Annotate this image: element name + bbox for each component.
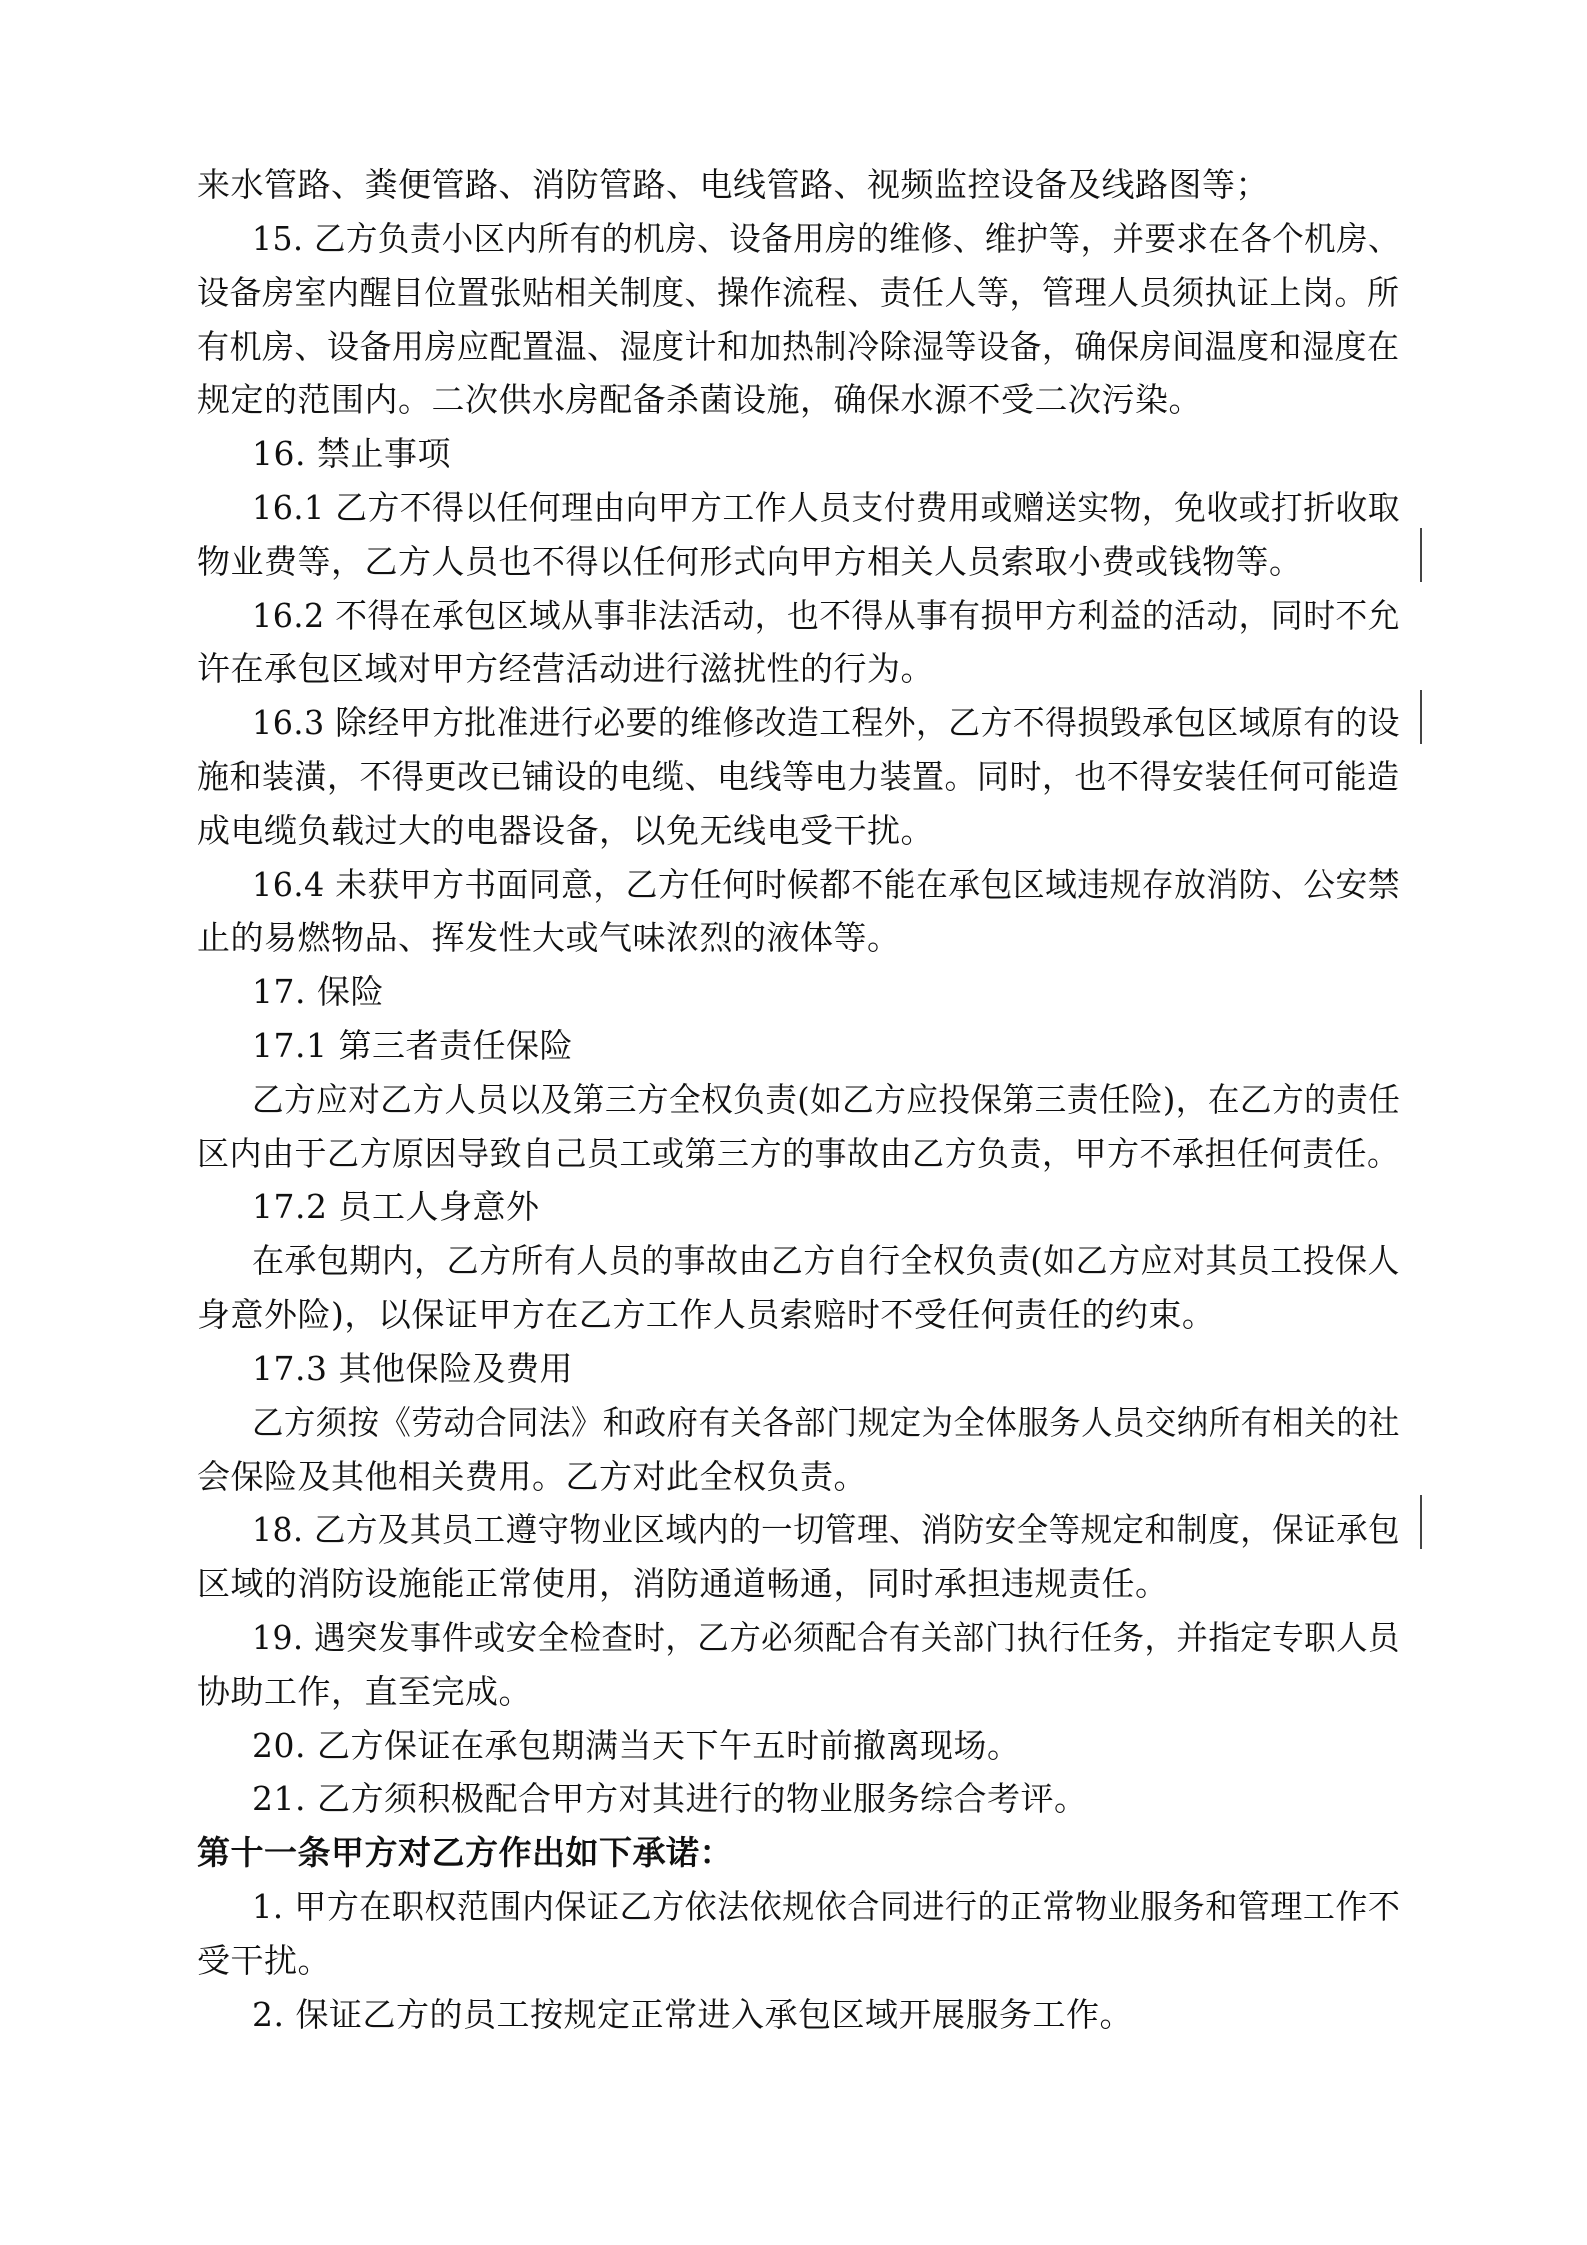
text-line: 1. 甲方在职权范围内保证乙方依法依规依合同进行的正常物业服务和管理工作不	[252, 1887, 1401, 1926]
text-line: 17.1 第三者责任保险	[252, 1026, 573, 1065]
revision-bar	[1420, 1495, 1422, 1549]
text-line: 20. 乙方保证在承包期满当天下午五时前撤离现场。	[252, 1726, 1021, 1765]
text-line: 16.4 未获甲方书面同意，乙方任何时候都不能在承包区域违规存放消防、公安禁	[252, 865, 1400, 904]
text-line: 许在承包区域对甲方经营活动进行滋扰性的行为。	[197, 649, 934, 688]
text-line: 16.3 除经甲方批准进行必要的维修改造工程外，乙方不得损毁承包区域原有的设	[252, 703, 1400, 742]
text-line: 19. 遇突发事件或安全检查时，乙方必须配合有关部门执行任务，并指定专职人员	[252, 1618, 1400, 1657]
text-line: 协助工作，直至完成。	[197, 1672, 532, 1711]
text-line: 区内由于乙方原因导致自己员工或第三方的事故由乙方负责，甲方不承担任何责任。	[197, 1134, 1400, 1173]
text-line: 止的易燃物品、挥发性大或气味浓烈的液体等。	[197, 918, 901, 957]
text-line: 会保险及其他相关费用。乙方对此全权负责。	[197, 1457, 867, 1496]
text-line: 身意外险)，以保证甲方在乙方工作人员索赔时不受任何责任的约束。	[197, 1295, 1216, 1334]
text-line: 区域的消防设施能正常使用，消防通道畅通，同时承担违规责任。	[197, 1564, 1169, 1603]
text-line: 16.1 乙方不得以任何理由向甲方工作人员支付费用或赠送实物，免收或打折收取	[252, 488, 1400, 527]
text-line: 在承包期内，乙方所有人员的事故由乙方自行全权负责(如乙方应对其员工投保人	[252, 1241, 1400, 1280]
text-line: 来水管路、粪便管路、消防管路、电线管路、视频监控设备及线路图等；	[197, 165, 1269, 204]
revision-bar	[1420, 690, 1422, 744]
text-line: 乙方应对乙方人员以及第三方全权负责(如乙方应投保第三责任险)，在乙方的责任	[252, 1080, 1401, 1119]
text-line: 16.2 不得在承包区域从事非法活动，也不得从事有损甲方利益的活动，同时不允	[252, 596, 1400, 635]
text-line: 2. 保证乙方的员工按规定正常进入承包区域开展服务工作。	[252, 1995, 1133, 2034]
text-line: 17.3 其他保险及费用	[252, 1349, 573, 1388]
section-heading: 第十一条甲方对乙方作出如下承诺：	[197, 1833, 733, 1872]
text-line: 受干扰。	[197, 1941, 331, 1980]
text-line: 设备房室内醒目位置张贴相关制度、操作流程、责任人等，管理人员须执证上岗。所	[197, 273, 1400, 312]
text-line: 21. 乙方须积极配合甲方对其进行的物业服务综合考评。	[252, 1779, 1088, 1818]
text-line: 17. 保险	[252, 972, 384, 1011]
text-line: 乙方须按《劳动合同法》和政府有关各部门规定为全体服务人员交纳所有相关的社	[252, 1403, 1400, 1442]
text-line: 规定的范围内。二次供水房配备杀菌设施，确保水源不受二次污染。	[197, 380, 1202, 419]
text-line: 成电缆负载过大的电器设备，以免无线电受干扰。	[197, 811, 934, 850]
text-line: 施和装潢，不得更改已铺设的电缆、电线等电力装置。同时，也不得安装任何可能造	[197, 757, 1400, 796]
text-line: 15. 乙方负责小区内所有的机房、设备用房的维修、维护等，并要求在各个机房、	[252, 219, 1400, 258]
text-line: 18. 乙方及其员工遵守物业区域内的一切管理、消防安全等规定和制度，保证承包	[252, 1510, 1400, 1549]
text-line: 17.2 员工人身意外	[252, 1187, 540, 1226]
text-line: 物业费等，乙方人员也不得以任何形式向甲方相关人员索取小费或钱物等。	[197, 542, 1303, 581]
revision-bar	[1420, 528, 1422, 582]
text-line: 有机房、设备用房应配置温、湿度计和加热制冷除湿等设备，确保房间温度和湿度在	[197, 327, 1400, 366]
text-line: 16. 禁止事项	[252, 434, 451, 473]
